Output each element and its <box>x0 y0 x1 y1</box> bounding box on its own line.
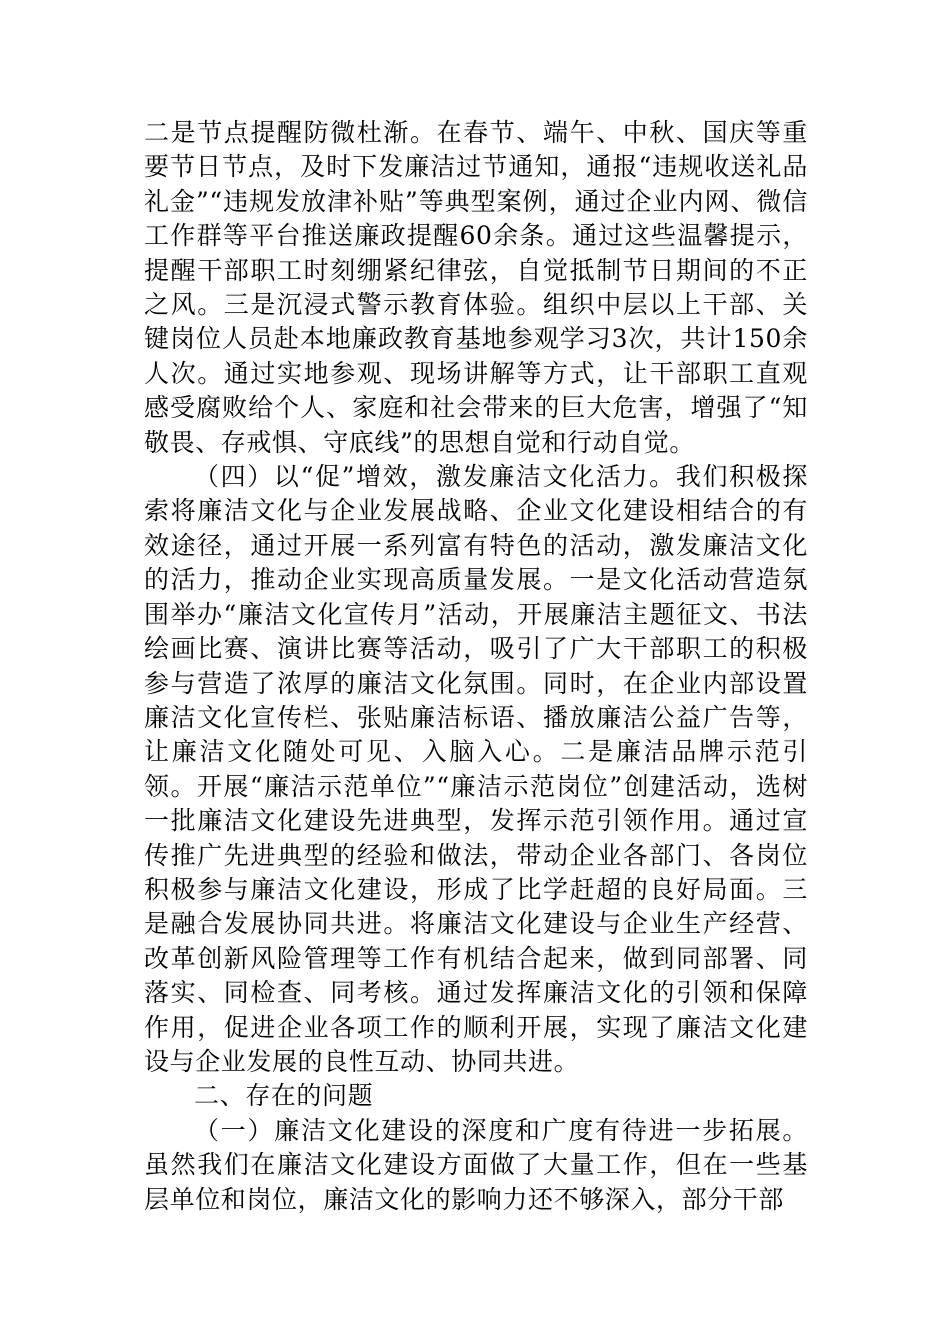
document-body <box>144 116 808 1217</box>
paragraph-section-four: （四）以“促”增效，激发廉洁文化活力。我们积极探索将廉洁文化与企业发展战略、企业文化建设相结合的有效途径，通过开展一系列富有特色的活动，激发廉洁文化的活力，推动企业实现高质量发展。一是文化活动营造氛围举办“廉洁文化宣传月”活动，开展廉洁主题征文、书法绘画比赛、演讲比赛等活动，吸引了广大干部职工的积极参与营造了浓厚的廉洁文化氛围。同时，在企业内部设置廉洁文化宣传栏、张贴廉洁标语、播放廉洁公益广告等，让廉洁文化随处可见、入脑入心。二是廉洁品牌示范引领。开展“廉洁示范单位”“廉洁示范岗位”创建活动，选树一批廉洁文化建设先进典型，发挥示范引领作用。通过宣传推广先进典型的经验和做法，带动企业各部门、各岗位积极参与廉洁文化建设，形成了比学赶超的良好局面。三是融合发展协同共进。将廉洁文化建设与企业生产经营、改革创新风险管理等工作有机结合起来，做到同部署、同落实、同检查、同考核。通过发挥廉洁文化的引领和保障作用，促进企业各项工作的顺利开展，实现了廉洁文化建设与企业发展的良性互动、协同共进。 <box>144 462 808 1076</box>
paragraph-problem-one: （一）廉洁文化建设的深度和广度有待进一步拓展。虽然我们在廉洁文化建设方面做了大量工作，但在一些基层单位和岗位，廉洁文化的影响力还不够深入，部分干部 <box>144 1115 808 1214</box>
section-heading-problems: 二、存在的问题 <box>194 1081 374 1111</box>
paragraph-node-reminders: 二是节点提醒防微杜渐。在春节、端午、中秋、国庆等重要节日节点，及时下发廉洁过节通知，通报“违规收送礼品礼金”“违规发放津补贴”等典型案例，通过企业内网、微信工作群等平台推送廉政提醒60余条。通过这些温馨提示，提醒干部职工时刻绷紧纪律弦，自觉抵制节日期间的不正之风。三是沉浸式警示教育体验。组织中层以上干部、关键岗位人员赴本地廉政教育基地参观学习3次，共计150余人次。通过实地参观、现场讲解等方式，让干部职工直观感受腐败给个人、家庭和社会带来的巨大危害，增强了“知敬畏、存戒惧、守底线”的思想自觉和行动自觉。 <box>144 118 808 457</box>
